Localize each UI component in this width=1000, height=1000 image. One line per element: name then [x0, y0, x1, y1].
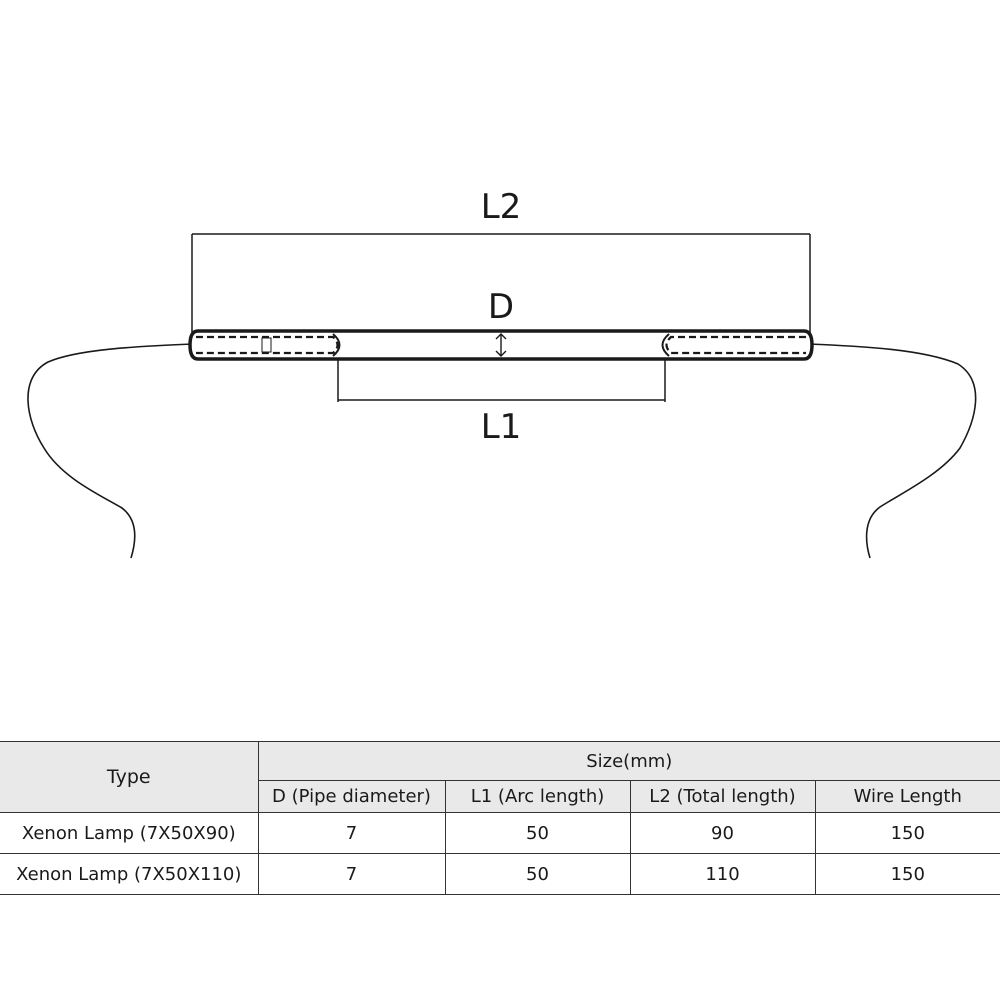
d-label: D: [487, 287, 515, 327]
table-row: [0, 854, 1000, 895]
cell-wire: 150: [815, 813, 1000, 854]
cell-l2: 110: [630, 854, 815, 895]
cell-d: 7: [258, 813, 445, 854]
table-header-row: [0, 742, 1000, 781]
specification-table: [0, 741, 1000, 895]
lamp-tube: [190, 331, 812, 359]
table-row: [0, 813, 1000, 854]
l1-dimension: [338, 360, 665, 402]
column-header-d: D (Pipe diameter): [258, 781, 445, 813]
cell-wire: 150: [815, 854, 1000, 895]
l1-label: L1: [480, 407, 522, 447]
left-lead-wire: [28, 344, 192, 558]
column-header-l2: L2 (Total length): [630, 781, 815, 813]
cell-l2: 90: [630, 813, 815, 854]
cell-l1: 50: [445, 813, 630, 854]
size-header: Size(mm): [258, 742, 1000, 781]
type-header: Type: [0, 742, 258, 813]
cell-l1: 50: [445, 854, 630, 895]
right-lead-wire: [810, 344, 976, 558]
cell-d: 7: [258, 854, 445, 895]
cell-type: Xenon Lamp (7X50X90): [0, 813, 258, 854]
column-header-wire: Wire Length: [815, 781, 1000, 813]
l2-label: L2: [480, 187, 522, 227]
cell-type: Xenon Lamp (7X50X110): [0, 854, 258, 895]
column-header-l1: L1 (Arc length): [445, 781, 630, 813]
